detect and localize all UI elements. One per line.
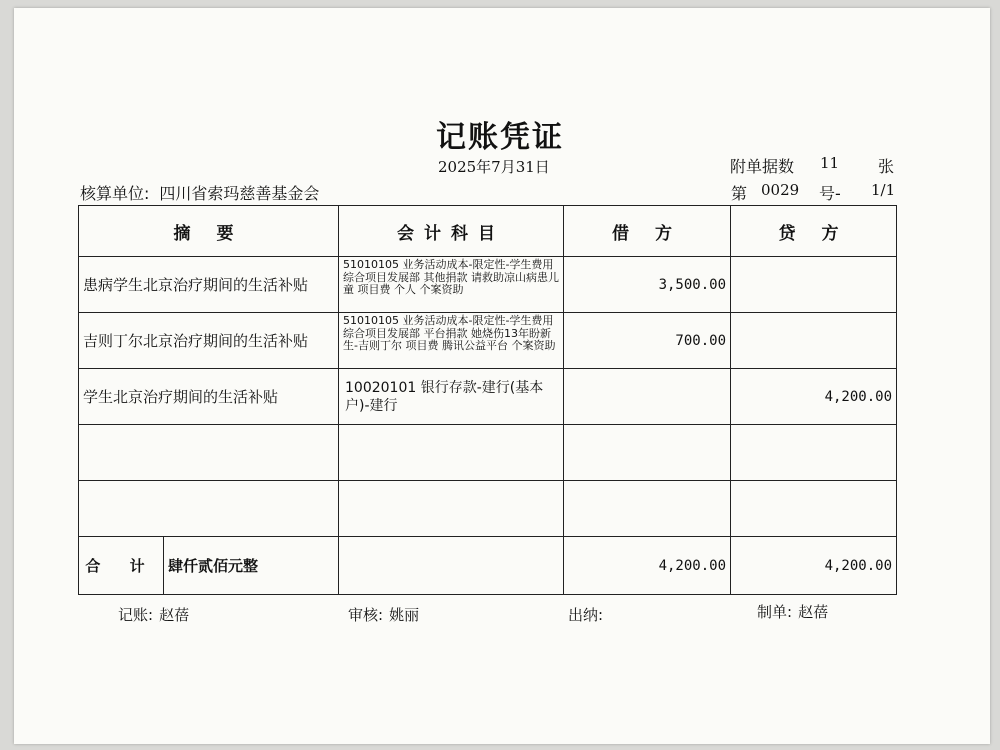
bookkeeper-label: 记账: xyxy=(118,606,154,624)
col-header-summary: 摘 要 xyxy=(79,206,339,257)
row-credit xyxy=(731,257,897,313)
table-row xyxy=(79,257,897,313)
table-row xyxy=(79,425,897,481)
accounting-unit xyxy=(80,181,319,204)
bookkeeper-name: 赵蓓 xyxy=(159,606,190,624)
attachments-label: 附单据数 xyxy=(730,157,795,176)
preparer-sign xyxy=(757,601,828,622)
voucher-prefix: 第 xyxy=(731,184,748,203)
row-debit xyxy=(564,425,731,481)
row-account xyxy=(339,481,564,537)
unit-name: 四川省索玛慈善基金会 xyxy=(159,184,320,203)
attachments-count: 11 xyxy=(820,154,840,172)
total-row xyxy=(79,537,897,595)
reviewer-name: 姚丽 xyxy=(389,606,420,624)
total-cell xyxy=(79,537,339,595)
row-credit xyxy=(731,481,897,537)
reviewer-sign xyxy=(348,604,419,625)
row-summary: 吉则丁尔北京治疗期间的生活补贴 xyxy=(79,313,339,369)
cashier-label: 出纳: xyxy=(568,606,604,624)
preparer-name: 赵蓓 xyxy=(798,603,829,621)
table-row xyxy=(79,481,897,537)
row-credit xyxy=(731,425,897,481)
row-debit xyxy=(564,369,731,425)
voucher-date: 2025年7月31日 xyxy=(438,158,550,176)
voucher-no: 0029 xyxy=(761,181,800,199)
total-credit: 4,200.00 xyxy=(731,537,897,595)
table-row xyxy=(79,369,897,425)
page-title: 记账凭证 xyxy=(436,120,564,155)
row-debit xyxy=(564,481,731,537)
voucher-page: 1/1 xyxy=(871,181,896,199)
row-debit: 700.00 xyxy=(564,313,731,369)
cashier-sign xyxy=(568,604,609,625)
unit-label: 核算单位: xyxy=(80,184,150,203)
col-header-debit: 借 方 xyxy=(564,206,731,257)
row-account: 10020101 银行存款-建行(基本户)-建行 xyxy=(339,369,564,425)
total-amount-words: 肆仟贰佰元整 xyxy=(168,557,259,575)
col-header-credit: 贷 方 xyxy=(731,206,897,257)
row-account: 51010105 业务活动成本-限定性-学生费用 综合项目发展部 其他捐款 请救助凉山病患儿童 项目费 个人 个案资助 xyxy=(339,257,564,313)
table-row xyxy=(79,313,897,369)
preparer-label: 制单: xyxy=(757,603,793,621)
row-account: 51010105 业务活动成本-限定性-学生费用 综合项目发展部 平台捐款 她烧伤13年盼新生-吉则丁尔 项目费 腾讯公益平台 个案资助 xyxy=(339,313,564,369)
row-debit: 3,500.00 xyxy=(564,257,731,313)
attachments-unit: 张 xyxy=(878,157,895,176)
row-summary xyxy=(79,481,339,537)
row-summary: 学生北京治疗期间的生活补贴 xyxy=(79,369,339,425)
total-label: 合 计 xyxy=(79,537,164,594)
attachments-info xyxy=(730,154,895,177)
voucher-table xyxy=(78,205,897,595)
total-debit: 4,200.00 xyxy=(564,537,731,595)
row-credit xyxy=(731,313,897,369)
row-summary xyxy=(79,425,339,481)
table-header-row xyxy=(79,206,897,257)
row-credit: 4,200.00 xyxy=(731,369,897,425)
bookkeeper-sign xyxy=(118,604,189,625)
row-account xyxy=(339,425,564,481)
col-header-account: 会计科目 xyxy=(339,206,564,257)
voucher-suffix: 号- xyxy=(819,184,841,203)
total-account-cell xyxy=(339,537,564,595)
voucher-number xyxy=(731,181,896,204)
reviewer-label: 审核: xyxy=(348,606,384,624)
row-summary: 患病学生北京治疗期间的生活补贴 xyxy=(79,257,339,313)
